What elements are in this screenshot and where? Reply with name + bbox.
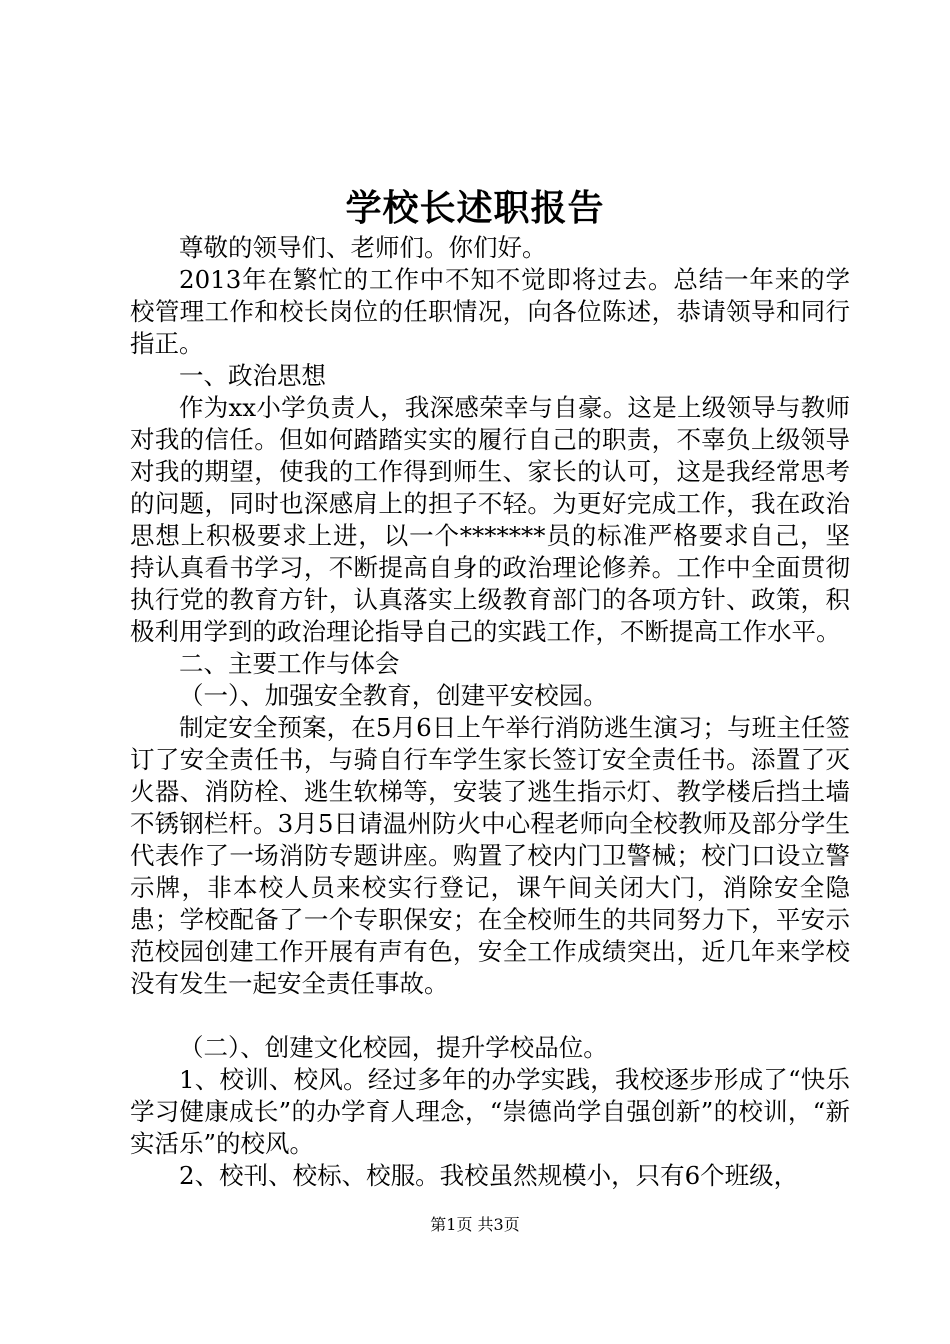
greeting-paragraph: 尊敬的领导们、老师们。你们好。 xyxy=(179,233,547,262)
motto-paragraph: 1、校训、校风。经过多年的办学实践，我校逐步形成了“快乐学习健康成长”的办学育人理念，“崇德尚学自强创新”的校训，“新实活乐”的校风。 xyxy=(130,1065,850,1158)
section-heading-main-work: 二、主要工作与体会 xyxy=(179,649,400,678)
school-journal-paragraph: 2、校刊、校标、校服。我校虽然规模小，只有6个班级， xyxy=(179,1161,799,1190)
document-title: 学校长述职报告 xyxy=(345,187,605,229)
document-body xyxy=(130,232,850,1192)
safety-paragraph: 制定安全预案，在5月6日上午举行消防逃生演习；与班主任签订了安全责任书，与骑自行车学生家长签订安全责任书。添置了灭火器、消防栓、逃生软梯等，安装了逃生指示灯、教学楼后挡土墙不锈钢栏杆。3月5日请温州防火中心程老师向全校教师及部分学生代表作了一场消防专题讲座。购置了校内门卫警械；校门口设立警示牌，非本校人员来校实行登记，课午间关闭大门，消除安全隐患；学校配备了一个专职保安；在全校师生的共同努力下，平安示范校园创建工作开展有声有色，安全工作成绩突出，近几年来学校没有发生一起安全责任事故。 xyxy=(130,713,850,998)
intro-paragraph: 2013年在繁忙的工作中不知不觉即将过去。总结一年来的学校管理工作和校长岗位的任职情况，向各位陈述，恭请领导和同行指正。 xyxy=(130,265,850,358)
section-heading-politics: 一、政治思想 xyxy=(179,361,326,390)
subsection-heading-safety: （一）、加强安全教育，创建平安校园。 xyxy=(179,681,608,710)
page-footer: 第1页 共3页 xyxy=(430,1215,520,1234)
subsection-heading-culture: （二）、创建文化校园，提升学校品位。 xyxy=(179,1033,608,1062)
politics-paragraph: 作为xx小学负责人，我深感荣幸与自豪。这是上级领导与教师对我的信任。但如何踏踏实实的履行自己的职责，不辜负上级领导对我的期望，使我的工作得到师生、家长的认可，这是我经常思考的问题，同时也深感肩上的担子不轻。为更好完成工作，我在政治思想上积极要求上进，以一个*******员的标准严格要求自己，坚持认真看书学习，不断提高自身的政治理论修养。工作中全面贯彻执行党的教育方针，认真落实上级教育部门的各项方针、政策，积极利用学到的政治理论指导自己的实践工作，不断提高工作水平。 xyxy=(130,393,850,646)
